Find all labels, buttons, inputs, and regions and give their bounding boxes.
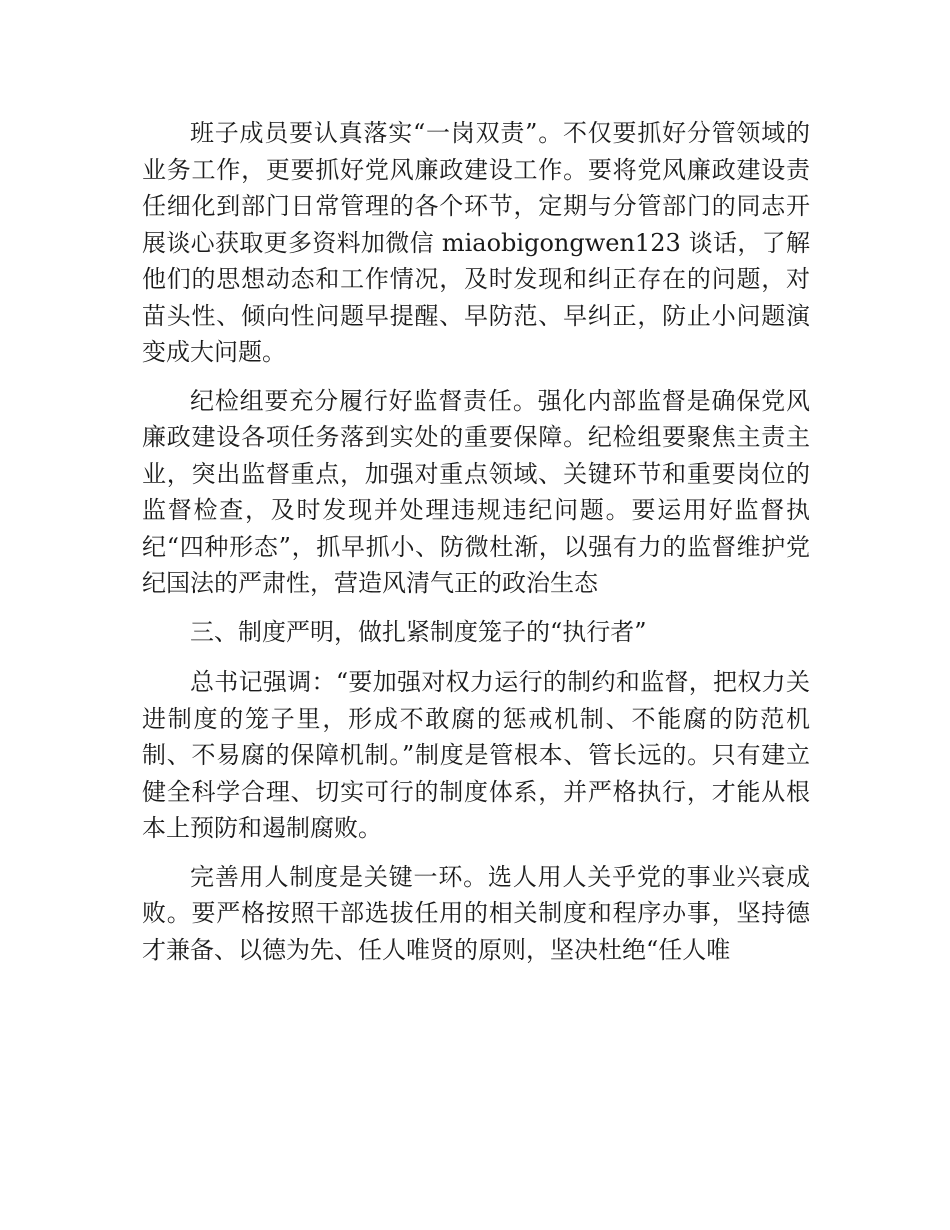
document-body — [142, 115, 810, 980]
section-heading: 三、制度严明，做扎紧制度笼子的“执行者” — [190, 617, 647, 646]
paragraph-supervision: 纪检组要充分履行好监督责任。强化内部监督是确保党风廉政建设各项任务落到实处的重要保障。纪检组要聚焦主责主业，突出监督重点，加强对重点领域、关键环节和重要岗位的监督检查，及时发现并处理违规违纪问题。要运用好监督执纪“四种形态”，抓早抓小、防微杜渐，以强有力的监督维护党纪国法的严肃性，营造风清气正的政治生态 — [142, 386, 810, 597]
paragraph-quote: 总书记强调：“要加强对权力运行的制约和监督，把权力关进制度的笼子里，形成不敢腐的惩戒机制、不能腐的防范机制、不易腐的保障机制。”制度是管根本、管长远的。只有建立健全科学合理、切实可行的制度体系，并严格执行，才能从根本上预防和遏制腐败。 — [142, 668, 810, 842]
paragraph-responsibility: 班子成员要认真落实“一岗双责”。不仅要抓好分管领域的业务工作，更要抓好党风廉政建设工作。要将党风廉政建设责任细化到部门日常管理的各个环节，定期与分管部门的同志开展谈心获取更多资料加微信 miaobigongwen123 谈话，了解他们的思想动态和工作情况，及时发现和纠正存在的问题，对苗头性、倾向性问题早提醒、早防范、早纠正，防止小问题演变成大问题。 — [142, 119, 810, 366]
paragraph-personnel: 完善用人制度是关键一环。选人用人关乎党的事业兴衰成败。要严格按照干部选拔任用的相关制度和程序办事，坚持德才兼备、以德为先、任人唯贤的原则，坚决杜绝“任人唯 — [142, 862, 810, 964]
